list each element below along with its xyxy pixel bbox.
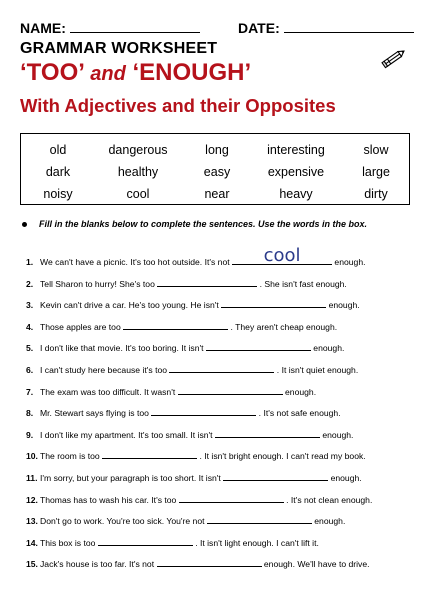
sentence-text-before: Tell Sharon to hurry! She's too [40,278,155,289]
answer-blank[interactable] [232,245,332,266]
answer-blank[interactable] [221,299,326,308]
answer-blank[interactable] [157,558,262,567]
title-and: and [90,63,126,85]
sentence-text-after: enough. We'll have to drive. [263,559,370,570]
sentence-text-after: enough. [322,429,354,440]
sentence-number: 7. [26,386,34,397]
sentence-2 [26,278,347,289]
sentence-text-after: enough. [313,343,345,354]
sentence-text-before: Kevin can't drive a car. He's too young. He isn't [40,300,219,311]
sentence-1 [26,245,366,267]
instructions [22,219,367,229]
sentence-number: 9. [26,429,34,440]
sentence-15 [26,558,370,569]
sentence-text-before: I can't study here because it's too [40,365,168,375]
word-box-item: expensive [267,165,325,179]
worksheet-topic [20,59,251,87]
sentence-text-after: . She isn't fast enough. [259,278,347,289]
answer-blank[interactable] [215,429,320,438]
sentence-text-before: This box is too [40,537,96,548]
sentence-13 [26,515,345,526]
sentence-text-before: I don't like that movie. It's too boring. It isn't [40,343,204,354]
answer-blank[interactable] [206,342,311,351]
sentence-7 [26,386,316,397]
sentence-9 [26,429,353,440]
title-enough: ‘ENOUGH’ [132,59,252,86]
word-box-item: cool [126,187,150,201]
word-box-item: dangerous [108,143,168,157]
worksheet-title: GRAMMAR WORKSHEET [20,40,218,57]
word-box-item: near [204,187,230,201]
sentence-text-after: . It isn't light enough. I can't lift it. [195,537,319,548]
sentence-text-after: enough. [330,473,362,483]
word-box-item: interesting [267,143,325,157]
sentence-text-before: I don't like my apartment. It's too small. It isn't [40,429,213,440]
instructions-text: Fill in the blanks below to complete the sentences. Use the words in the box. [39,219,368,229]
word-box-item: noisy [43,187,73,201]
sentence-text-before: Jack's house is too far. It's not [40,559,155,570]
answer-blank[interactable] [151,407,256,416]
sentence-text-before: The room is too [40,451,100,462]
sentence-text-after: enough. [334,257,366,267]
name-header [20,20,200,36]
sentence-14 [26,537,319,548]
word-box-item: easy [203,165,231,179]
sentence-8 [26,407,341,418]
sentence-text-after: . It's not clean enough. [286,494,373,505]
word-box-item: healthy [117,165,159,179]
sentence-number: 12. [26,494,38,505]
sentence-text-after: . It isn't quiet enough. [276,365,359,375]
word-box-item: old [49,143,67,157]
answer-blank[interactable] [157,278,257,287]
word-box-item: dark [45,165,71,179]
sentence-text-before: We can't have a picnic. It's too hot outside. It's not [40,257,230,267]
sentence-11 [26,472,362,483]
sentence-text-after: . They aren't cheap enough. [230,321,338,332]
answer-text: cool [263,245,301,266]
pencil-icon [380,47,408,69]
answer-blank[interactable] [223,472,328,481]
word-box [20,133,410,205]
sentence-text-before: The exam was too difficult. It wasn't [40,386,176,397]
sentence-text-before: I'm sorry, but your paragraph is too short. It isn't [40,473,221,483]
sentence-6 [26,364,358,375]
name-label: NAME: [20,20,66,36]
sentence-4 [26,321,337,332]
sentence-text-after: . It isn't bright enough. I can't read my book. [199,451,366,462]
date-field[interactable] [284,20,414,33]
sentence-number: 11. [26,473,38,483]
title-too: ‘TOO’ [20,59,84,86]
answer-blank[interactable] [207,515,312,524]
answer-blank[interactable] [98,537,193,546]
sentence-text-after: enough. [328,300,360,311]
answer-blank[interactable] [179,494,284,503]
sentence-number: 8. [26,408,34,419]
date-header [238,20,414,36]
answer-blank[interactable] [123,321,228,330]
sentence-text-before: Don't go to work. You're too sick. You're not [40,516,205,527]
sentence-number: 6. [26,365,34,375]
sentence-text-after: enough. [285,386,317,397]
sentence-10 [26,450,366,461]
sentence-text-before: Those apples are too [40,321,121,332]
sentence-3 [26,299,360,310]
sentence-number: 2. [26,278,34,289]
sentence-text-before: Thomas has to wash his car. It's too [40,494,177,505]
answer-blank[interactable] [169,364,274,373]
sentence-number: 1. [26,257,34,267]
sentence-text-after: . It's not safe enough. [258,408,341,419]
sentence-text-before: Mr. Stewart says flying is too [40,408,149,419]
bullet-icon [22,222,27,227]
sentence-number: 13. [26,516,38,527]
sentence-text-after: enough. [314,516,346,527]
word-box-item: long [205,143,229,157]
worksheet-subtitle: With Adjectives and their Opposites [20,95,336,116]
sentence-number: 3. [26,300,34,311]
word-box-item: heavy [279,187,313,201]
sentence-number: 4. [26,321,34,332]
sentence-number: 5. [26,343,34,354]
word-box-item: slow [363,143,389,157]
answer-blank[interactable] [102,450,197,459]
sentence-12 [26,494,372,505]
date-label: DATE: [238,20,280,36]
name-field[interactable] [70,20,200,33]
sentence-number: 14. [26,537,38,548]
word-box-item: large [362,165,390,179]
sentence-number: 10. [26,451,38,462]
sentence-number: 15. [26,559,38,570]
sentence-5 [26,342,344,353]
word-box-item: dirty [364,187,388,201]
answer-blank[interactable] [178,386,283,395]
